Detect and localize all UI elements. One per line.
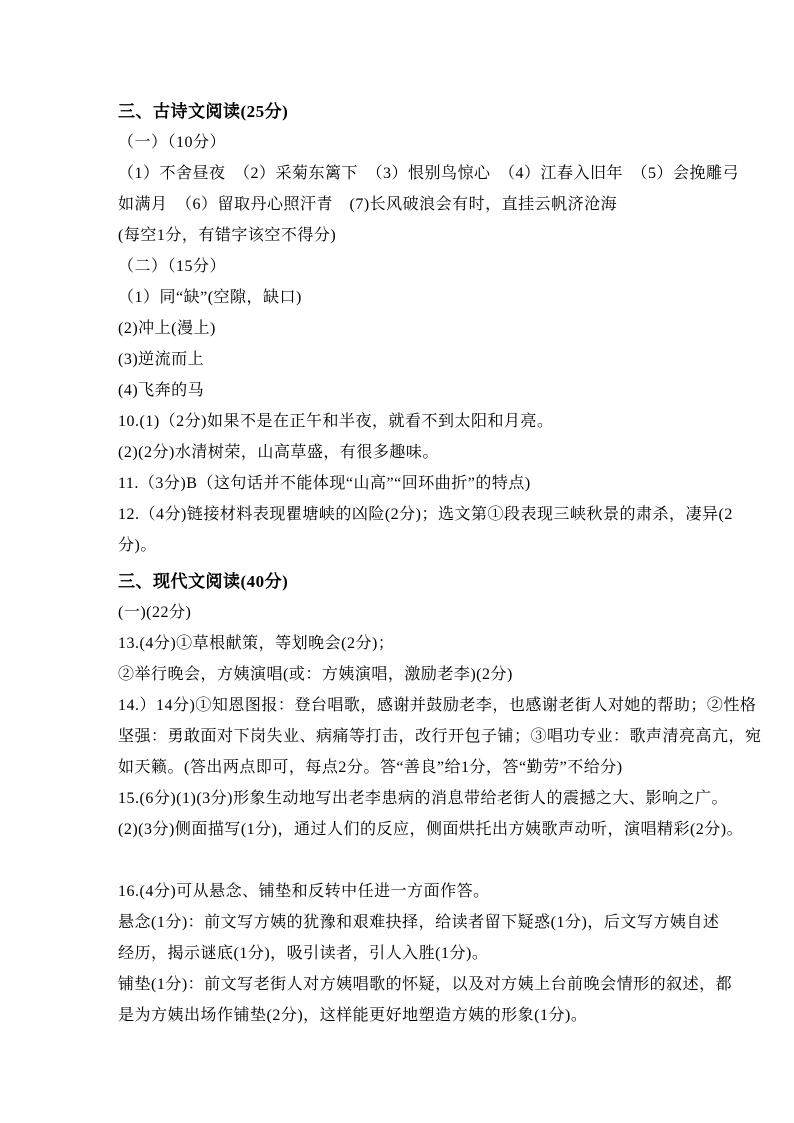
document-line: 10.(1)（2分)如果不是在正午和半夜，就看不到太阳和月亮。: [118, 413, 554, 430]
document-line: （1）同“缺”(空隙，缺口): [118, 289, 302, 306]
document-line: 如天籁。(答出两点即可，每点2分。答“善良”给1分，答“勤劳”不给分): [118, 759, 623, 776]
document-line: 铺垫(1分)：前文写老街人对方姨唱歌的怀疑，以及对方姨上台前晚会情形的叙述，都: [118, 976, 733, 993]
section-heading-modern-reading: 三、现代文阅读(40分): [118, 572, 289, 591]
document-line: 是为方姨出场作铺垫(2分)，这样能更好地塑造方姨的形象(1分)。: [118, 1007, 588, 1024]
document-line: ②举行晚会，方姨演唱(或：方姨演唱，激励老李)(2分): [118, 666, 513, 683]
document-line: （一）（10分）: [118, 134, 227, 151]
document-line: (每空1分，有错字该空不得分): [118, 227, 337, 244]
document-line: 13.(4分)①草根献策，等划晚会(2分)；: [118, 635, 395, 652]
document-line: 悬念(1分)：前文写方姨的犹豫和艰难抉择，给读者留下疑惑(1分)，后文写方姨自述: [118, 914, 720, 931]
document-line: 11.（3分)B（这句话并不能体现“山高”“回环曲折”的特点): [118, 475, 531, 492]
document-line: 如满月 （6）留取丹心照汗青 (7)长风破浪会有时，直挂云帆济沧海: [118, 196, 618, 213]
section-heading-classical-reading: 三、古诗文阅读(25分): [118, 102, 289, 121]
document-line: (4)飞奔的马: [118, 382, 205, 399]
document-line: (2)(2分)水清树荣，山高草盛，有很多趣味。: [118, 444, 439, 461]
blank-line: [118, 845, 694, 876]
document-line: 15.(6分)(1)(3分)形象生动地写出老李患病的消息带给老街人的震撼之大、影响之广。: [118, 790, 728, 807]
document-line: （二）（15分）: [118, 258, 227, 275]
document-line: 分)。: [118, 537, 157, 554]
document-line: 16.(4分)可从悬念、铺垫和反转中任进一方面作答。: [118, 883, 490, 900]
document-line: (一)(22分): [118, 604, 192, 621]
document-line: (2)(3分)侧面描写(1分)，通过人们的反应，侧面烘托出方姨歌声动听，演唱精彩(2分)。: [118, 821, 744, 838]
document-line: 坚强：勇敢面对下岗失业、病痛等打击，改行开包子铺；③唱功专业：歌声清亮高亢，宛: [118, 728, 762, 745]
document-line: 经历，揭示谜底(1分)，吸引读者，引人入胜(1分)。: [118, 945, 489, 962]
document-line: 12.（4分)链接材料表现瞿塘峡的凶险(2分)；选文第①段表现三峡秋景的肃杀，凄异(2: [118, 506, 733, 523]
document-line: （1）不舍昼夜 （2）采菊东篱下 （3）恨别鸟惊心 （4）江春入旧年 （5）会挽雕弓: [118, 165, 740, 182]
document-line: (3)逆流而上: [118, 351, 205, 368]
document-line: 14.）14分)①知恩图报：登台唱歌，感谢并鼓励老李，也感谢老街人对她的帮助；②性格: [118, 697, 757, 714]
document-line: (2)冲上(漫上): [118, 320, 216, 337]
